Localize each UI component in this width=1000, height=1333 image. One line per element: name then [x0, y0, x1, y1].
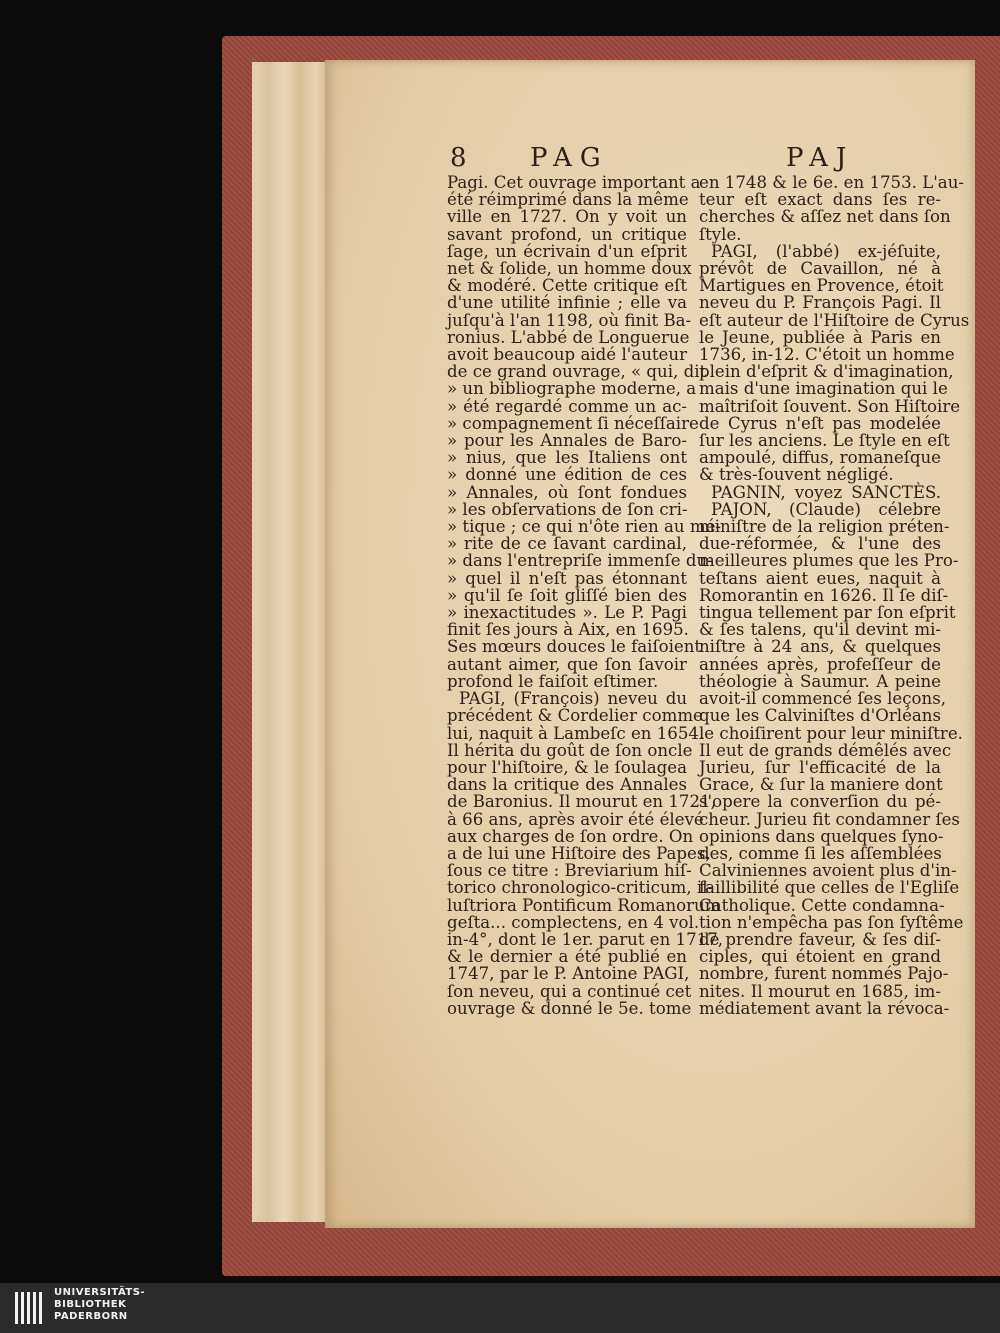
text-line: » nius, que les Italiens ont: [447, 448, 687, 468]
page-number: 8: [450, 143, 475, 173]
text-line: précédent & Cordelier comme: [447, 706, 703, 726]
text-line: in-4°, dont le 1er. parut en 1717,: [447, 929, 724, 949]
text-line: teur eſt exact dans ſes re-: [699, 190, 941, 210]
library-name-line: UNIVERSITÄTS-: [54, 1287, 146, 1298]
running-head-right: PAJ: [786, 143, 855, 173]
text-line: cherches & aſſez net dans ſon: [699, 207, 951, 227]
text-line: théologie à Saumur. A peine: [699, 671, 941, 691]
page-edges: [252, 62, 332, 1222]
text-line: médiatement avant la révoca-: [699, 998, 950, 1018]
text-line: ampoulé, diffus, romaneſque: [699, 448, 941, 468]
text-line: de Cyrus n'eſt pas modelée: [699, 413, 941, 433]
text-line: cheur. Jurieu fit condamner ſes: [699, 809, 960, 829]
text-line: le choiſirent pour leur miniſtre.: [699, 723, 963, 743]
text-line: » tique ; ce qui n'ôte rien au mé-: [447, 517, 721, 537]
text-line: PAGI, (l'abbé) ex-jéſuite,: [711, 241, 941, 261]
text-line: torico chronologico-criticum, il-: [447, 878, 714, 898]
text-line: ſous ce titre : Breviarium hiſ-: [447, 861, 692, 881]
text-line: teſtans aient eues, naquit à: [699, 568, 941, 588]
text-line: pour l'hiſtoire, & le ſoulagea: [447, 757, 687, 777]
library-logo-icon: [14, 1288, 44, 1328]
text-line: avoit beaucoup aidé l'auteur: [447, 345, 687, 365]
text-line: dans la critique des Annales: [447, 775, 687, 795]
text-line: » dans l'entrepriſe immenſe du-: [447, 551, 713, 571]
text-line: a de lui une Hiſtoire des Papes,: [447, 843, 711, 863]
text-line: années après, profeſſeur de: [699, 654, 941, 674]
text-line: Pagi. Cet ouvrage important a: [447, 173, 701, 192]
text-line: » quel il n'eſt pas étonnant: [447, 568, 687, 588]
text-line: lui, naquit à Lambeſc en 1654.: [447, 723, 705, 743]
text-line: » un bibliographe moderne, a: [447, 379, 697, 399]
text-line: ſon neveu, qui a continué cet: [447, 981, 692, 1001]
text-line: faillibilité que celles de l'Egliſe: [699, 878, 960, 898]
text-line: aux charges de ſon ordre. On: [447, 826, 694, 846]
text-line: niſtre à 24 ans, & quelques: [699, 637, 941, 657]
text-line: & modéré. Cette critique eſt: [447, 276, 687, 296]
text-line: de ce grand ouvrage, « qui, dit: [447, 362, 707, 382]
running-head: [450, 143, 865, 175]
text-line: nites. Il mourut en 1685, im-: [699, 981, 941, 1001]
text-line: été réimprimé dans la même: [447, 190, 689, 210]
text-line: ſur les anciens. Le ſtyle en eſt: [699, 431, 950, 451]
text-line: à 66 ans, après avoir été élevé: [447, 809, 704, 829]
text-line: Grace, & ſur la maniere dont: [699, 775, 943, 795]
text-line: Romorantin en 1626. Il ſe diſ-: [699, 585, 949, 605]
text-line: » pour les Annales de Baro-: [447, 431, 687, 451]
text-line: ciples, qui étoient en grand: [699, 947, 941, 967]
text-line: ronius. L'abbé de Longuerue: [447, 327, 690, 347]
text-line: opinions dans quelques ſyno-: [699, 826, 944, 846]
text-line: geſta... complectens, en 4 vol.: [447, 912, 700, 932]
text-line: » Annales, où ſont fondues: [447, 482, 687, 502]
text-line: » été regardé comme un ac-: [447, 396, 687, 416]
text-line: maîtriſoit ſouvent. Son Hiſtoire: [699, 396, 961, 416]
text-line: ſtyle.: [699, 224, 742, 244]
text-line: Ses mœurs douces le faiſoient: [447, 637, 702, 657]
text-line: & le dernier a été publié en: [447, 947, 687, 967]
text-line: nombre, furent nommés Pajo-: [699, 964, 949, 984]
library-name: [54, 1287, 145, 1323]
text-line: eſt auteur de l'Hiſtoire de Cyrus: [699, 310, 970, 330]
text-line: » les obſervations de ſon cri-: [447, 499, 688, 519]
text-line: 1736, in-12. C'étoit un homme: [699, 345, 955, 365]
text-line: de prendre faveur, & ſes diſ-: [699, 929, 941, 949]
text-line: des, comme ſi les aſſemblées: [699, 843, 942, 863]
text-line: s'opere la converſion du pé-: [699, 792, 941, 812]
text-line: Il hérita du goût de ſon oncle: [447, 740, 693, 760]
text-column-right: [699, 173, 970, 1018]
text-line: ouvrage & donné le 5e. tome: [447, 998, 692, 1018]
text-line: Il eut de grands démêlés avec: [699, 740, 952, 760]
library-footer: [0, 1283, 1000, 1333]
text-line: mais d'une imagination qui le: [699, 379, 948, 399]
text-line: tingua tellement par ſon eſprit: [699, 603, 956, 623]
text-line: » inexactitudes ». Le P. Pagi: [447, 603, 687, 623]
text-line: tion n'empêcha pas ſon ſyſtême: [699, 912, 964, 932]
text-line: Catholique. Cette condamna-: [699, 895, 945, 915]
text-line: savant profond, un critique: [447, 224, 687, 244]
text-line: » rite de ce ſavant cardinal,: [447, 534, 687, 554]
text-line: Jurieu, ſur l'efficacité de la: [699, 757, 941, 777]
text-line: profond le faiſoit eſtimer.: [447, 671, 659, 691]
text-line: en 1748 & le 6e. en 1753. L'au-: [699, 173, 964, 192]
text-line: le Jeune, publiée à Paris en: [699, 327, 941, 347]
library-name-line: PADERBORN: [54, 1311, 128, 1322]
text-line: Martigues en Provence, étoit: [699, 276, 944, 296]
text-line: & très-ſouvent négligé.: [699, 465, 894, 485]
text-line: neveu du P. François Pagi. Il: [699, 293, 941, 313]
text-line: net & ſolide, un homme doux: [447, 259, 692, 279]
text-line: prévôt de Cavaillon, né à: [699, 259, 941, 279]
text-line: de Baronius. Il mourut en 1721,: [447, 792, 716, 812]
text-line: miniſtre de la religion préten-: [699, 517, 950, 537]
text-line: luſtriora Pontificum Romanorum: [447, 895, 721, 915]
text-line: 1747, par le P. Antoine PAGI,: [447, 964, 690, 984]
text-line: avoit-il commencé ſes leçons,: [699, 689, 947, 709]
text-line: ſage, un écrivain d'un eſprit: [447, 241, 687, 261]
text-line: » qu'il ſe ſoit gliſſé bien des: [447, 585, 687, 605]
text-line: autant aimer, que ſon ſavoir: [447, 654, 687, 674]
text-line: finit ſes jours à Aix, en 1695.: [447, 620, 689, 640]
text-line: plein d'eſprit & d'imagination,: [699, 362, 954, 382]
text-line: due-réformée, & l'une des: [699, 534, 941, 554]
text-line: & ſes talens, qu'il devint mi-: [699, 620, 941, 640]
text-line: » donné une édition de ces: [447, 465, 687, 485]
running-head-left: PAG: [530, 143, 609, 173]
library-name-line: BIBLIOTHEK: [54, 1299, 127, 1310]
text-line: PAJON, (Claude) célebre: [711, 499, 941, 519]
text-line: juſqu'à l'an 1198, où finit Ba-: [447, 310, 692, 330]
text-line: meilleures plumes que les Pro-: [699, 551, 959, 571]
text-line: Calviniennes avoient plus d'in-: [699, 861, 957, 881]
text-line: ville en 1727. On y voit un: [447, 207, 687, 227]
text-line: PAGI, (François) neveu du: [459, 689, 687, 709]
text-line: » compagnement ſi néceſſaire: [447, 413, 699, 433]
text-line: PAGNIN, voyez SANCTÈS.: [711, 482, 941, 502]
text-line: que les Calviniſtes d'Orléans: [699, 706, 941, 726]
text-line: d'une utilité infinie ; elle va: [447, 293, 687, 313]
